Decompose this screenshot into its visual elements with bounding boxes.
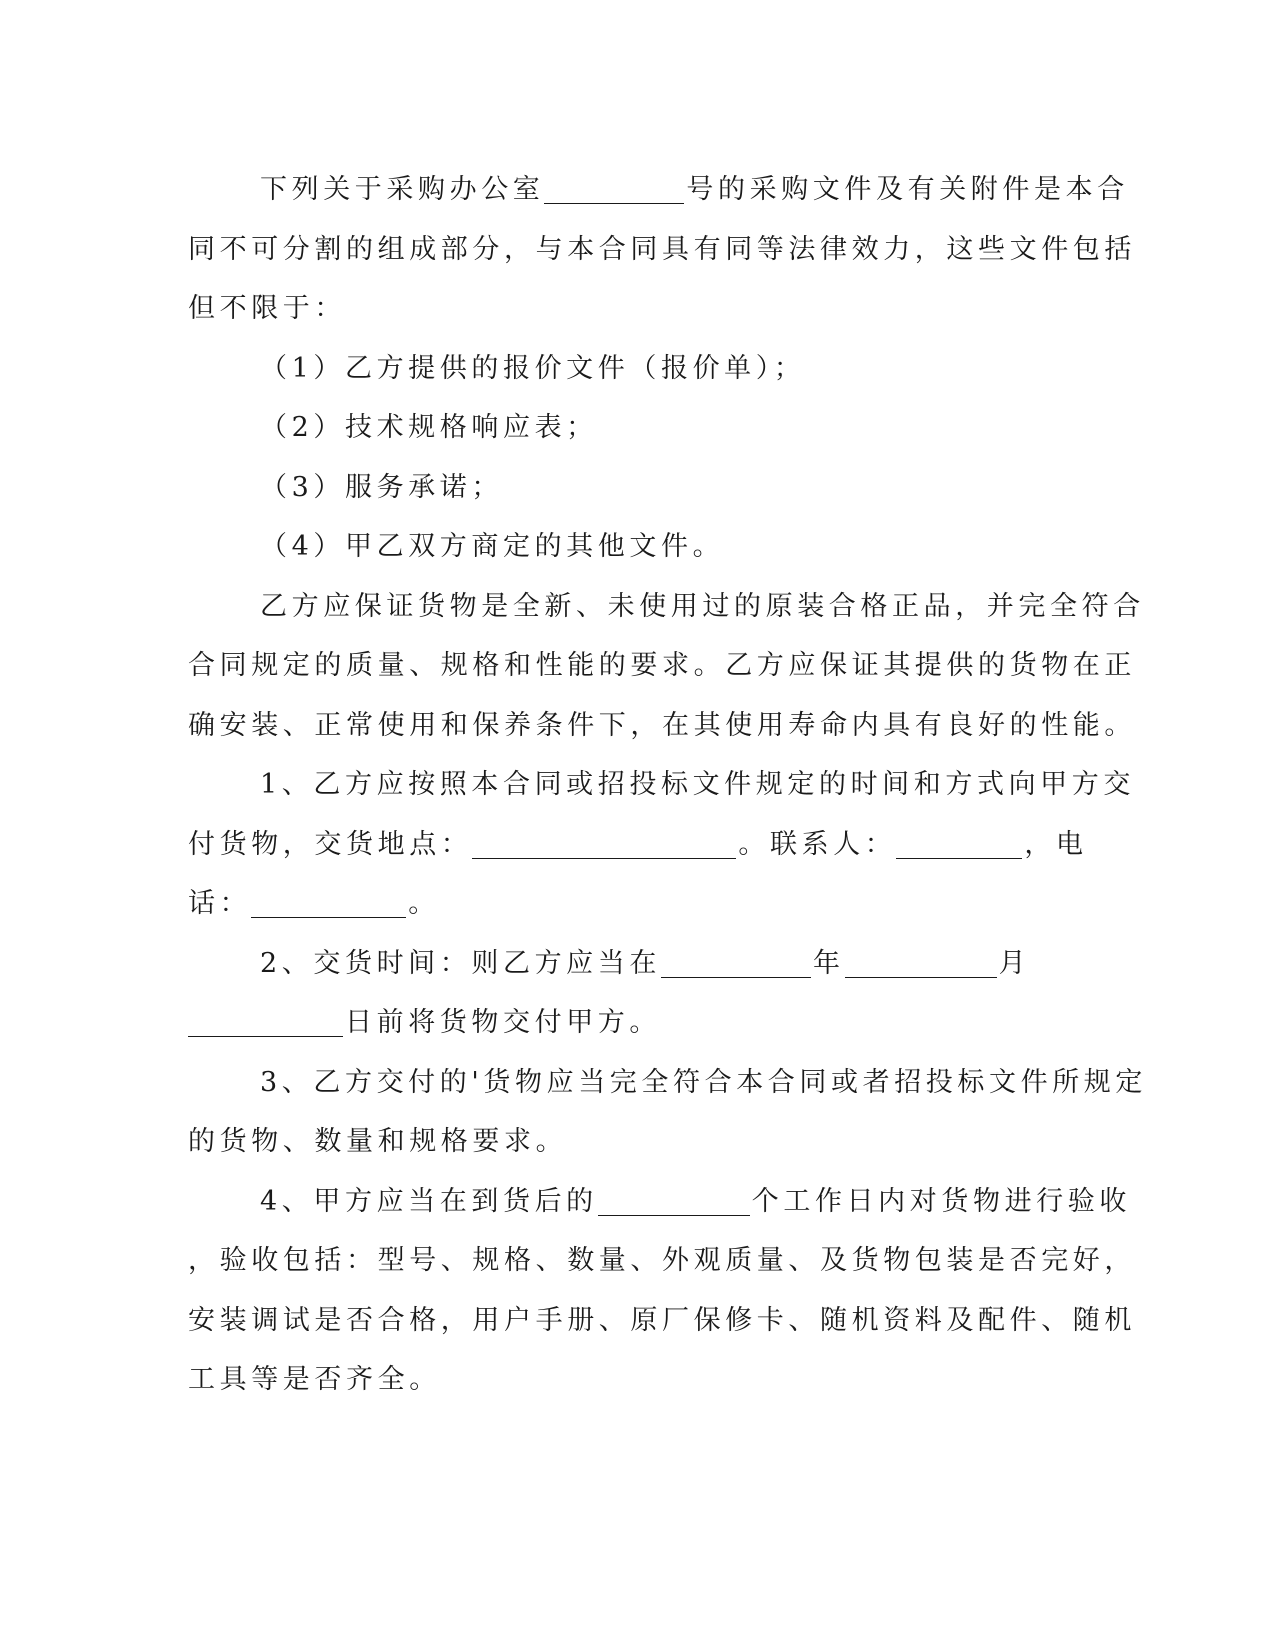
contact-person-blank bbox=[896, 828, 1022, 859]
text-run: 下列关于采购办公室 bbox=[260, 174, 545, 205]
text-run: 付货物，交货地点： bbox=[188, 828, 473, 860]
paragraph-line bbox=[188, 874, 1078, 934]
paragraph-line: 3、乙方交付的'货物应当完全符合本合同或者招投标文件所规定 bbox=[260, 1066, 1147, 1098]
text-run: 。 bbox=[408, 888, 440, 919]
delivery-location-blank bbox=[472, 828, 736, 859]
paragraph-line: 1、乙方应按照本合同或招投标文件规定的时间和方式向甲方交 bbox=[260, 769, 1135, 800]
paragraph-line bbox=[188, 1172, 1131, 1232]
text-run: 话： bbox=[188, 888, 252, 919]
text-run: 月 bbox=[998, 947, 1031, 979]
paragraph-line: 合同规定的质量、规格和性能的要求。乙方应保证其提供的货物在正 bbox=[188, 650, 1136, 681]
year-blank bbox=[661, 947, 811, 978]
paragraph-line bbox=[188, 160, 1129, 220]
list-item: （2）技术规格响应表； bbox=[260, 412, 598, 443]
month-blank bbox=[845, 947, 997, 978]
paragraph-line: 确安装、正常使用和保养条件下，在其使用寿命内具有良好的性能。 bbox=[188, 709, 1136, 741]
text-run: 。联系人： bbox=[738, 828, 897, 860]
day-blank bbox=[188, 1006, 343, 1037]
blank-field bbox=[544, 173, 684, 204]
text-run: 个工作日内对货物进行验收 bbox=[751, 1185, 1131, 1217]
paragraph-line bbox=[188, 993, 1078, 1053]
text-run: 2、交货时间：则乙方应当在 bbox=[260, 947, 661, 979]
text-run: 4、甲方应当在到货后的 bbox=[260, 1185, 598, 1217]
paragraph-line: ，验收包括：型号、规格、数量、外观质量、及货物包装是否完好， bbox=[188, 1245, 1136, 1276]
paragraph-line: 工具等是否齐全。 bbox=[188, 1364, 441, 1395]
text-run: 日前将货物交付甲方。 bbox=[345, 1007, 661, 1038]
text-run: ，电 bbox=[1024, 828, 1088, 860]
paragraph-line bbox=[188, 815, 1088, 875]
list-item: （4）甲乙双方商定的其他文件。 bbox=[260, 531, 725, 562]
list-item: （3）服务承诺； bbox=[260, 471, 503, 503]
text-run: 号的采购文件及有关附件是本合 bbox=[686, 174, 1129, 205]
document-body bbox=[188, 160, 1147, 1410]
working-days-blank bbox=[598, 1185, 750, 1216]
paragraph-line bbox=[188, 934, 1078, 994]
paragraph-line: 安装调试是否合格，用户手册、原厂保修卡、随机资料及配件、随机 bbox=[188, 1304, 1136, 1336]
paragraph-line: 乙方应保证货物是全新、未使用过的原装合格正品，并完全符合 bbox=[260, 590, 1145, 622]
paragraph-line: 同不可分割的组成部分，与本合同具有同等法律效力，这些文件包括 bbox=[188, 233, 1136, 265]
list-item: （1）乙方提供的报价文件（报价单）； bbox=[260, 352, 806, 384]
phone-blank bbox=[251, 887, 406, 918]
text-run: 年 bbox=[812, 947, 845, 979]
paragraph-line: 的货物、数量和规格要求。 bbox=[188, 1126, 568, 1157]
paragraph-line: 但不限于： bbox=[188, 293, 346, 324]
